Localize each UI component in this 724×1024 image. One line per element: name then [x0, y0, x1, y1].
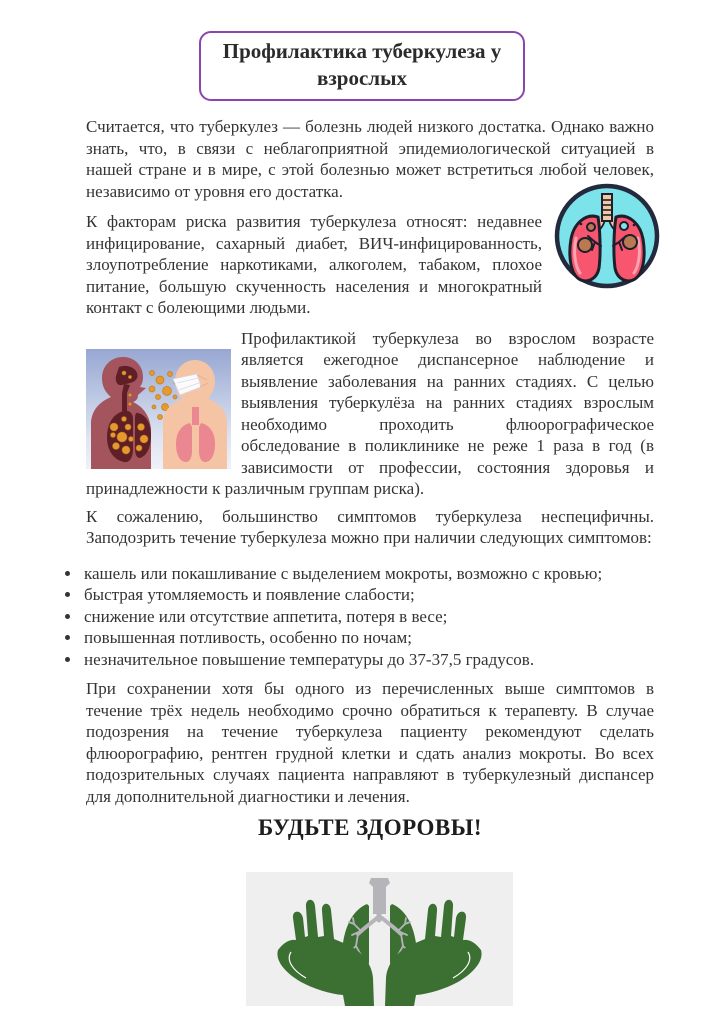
symptoms-intro-paragraph: К сожалению, большинство симптомов туберкулеза неспецифичны. Заподозрить течение туберкулеза можно при наличии следующих симптомов: — [86, 506, 654, 547]
prevention-paragraph — [86, 328, 654, 500]
advice-paragraph: При сохранении хотя бы одного из перечисленных выше симптомов в течение трёх недель необходимо срочно обратиться к терапевту. В случае подозрения на течение туберкулеза пациенту рекомендуют сделать флюорографию, рентген грудной клетки и сдать анализ мокроты. Во всех подозрительных случаях пациента направляют в туберкулезный диспансер для дополнительной диагностики и лечения. — [86, 679, 654, 806]
hands-holding-lungs-illustration — [246, 872, 513, 1006]
closing-heading: БУДЬТЕ ЗДОРОВЫ! — [257, 815, 483, 840]
hands-lungs-icon — [246, 872, 513, 1006]
risk-factors-text: К факторам риска развития туберкулеза относят: недавнее инфицирование, сахарный диабет, ВИЧ-инфицированность, злоупотребление наркотиками, алкоголем, табаком, плохое питание, большую скученность населения и многократный контакт с болеющими людьми. — [86, 212, 542, 317]
lungs-badge-icon — [552, 181, 662, 291]
symptom-item: • незначительное повышение температуры до 37-37,5 градусов. — [82, 649, 654, 671]
symptom-item: • повышенная потливость, особенно по ночам; — [82, 627, 654, 649]
document-body — [0, 116, 724, 1006]
cough-scene-icon — [86, 349, 231, 469]
symptom-item: • кашель или покашливание с выделением мокроты, возможно с кровью; — [82, 563, 654, 585]
intro-paragraph: Считается, что туберкулез — болезнь людей низкого достатка. Однако важно знать, что, в связи с неблагоприятной эпидемиологической ситуацией в нашей стране и в мире, с этой болезнью может встретиться любой человек, независимо от уровня его достатка. — [86, 117, 654, 201]
prevention-text: Профилактикой туберкулеза во взрослом возрасте является ежегодное диспансерное наблюдение и выявление заболевания на ранних стадиях. С целью выявления туберкулёза на ранних стадиях взрослым необходимо проходить флюорографическое обследование в поликлинике не реже 1 раза в год (в зависимости от профессии, состояния здоровья и принадлежности к различным группам риска). — [86, 328, 654, 498]
symptom-item: • быстрая утомляемость и появление слабости; — [82, 584, 654, 606]
symptom-item: • снижение или отсутствие аппетита, потеря в весе; — [82, 606, 654, 628]
page-title: Профилактика туберкулеза у взрослых — [222, 39, 502, 90]
tb-transmission-illustration — [86, 349, 231, 469]
risk-factors-paragraph — [86, 211, 654, 319]
document-title-box — [199, 31, 525, 101]
symptoms-list — [56, 563, 654, 671]
lungs-circle-illustration — [552, 181, 662, 291]
